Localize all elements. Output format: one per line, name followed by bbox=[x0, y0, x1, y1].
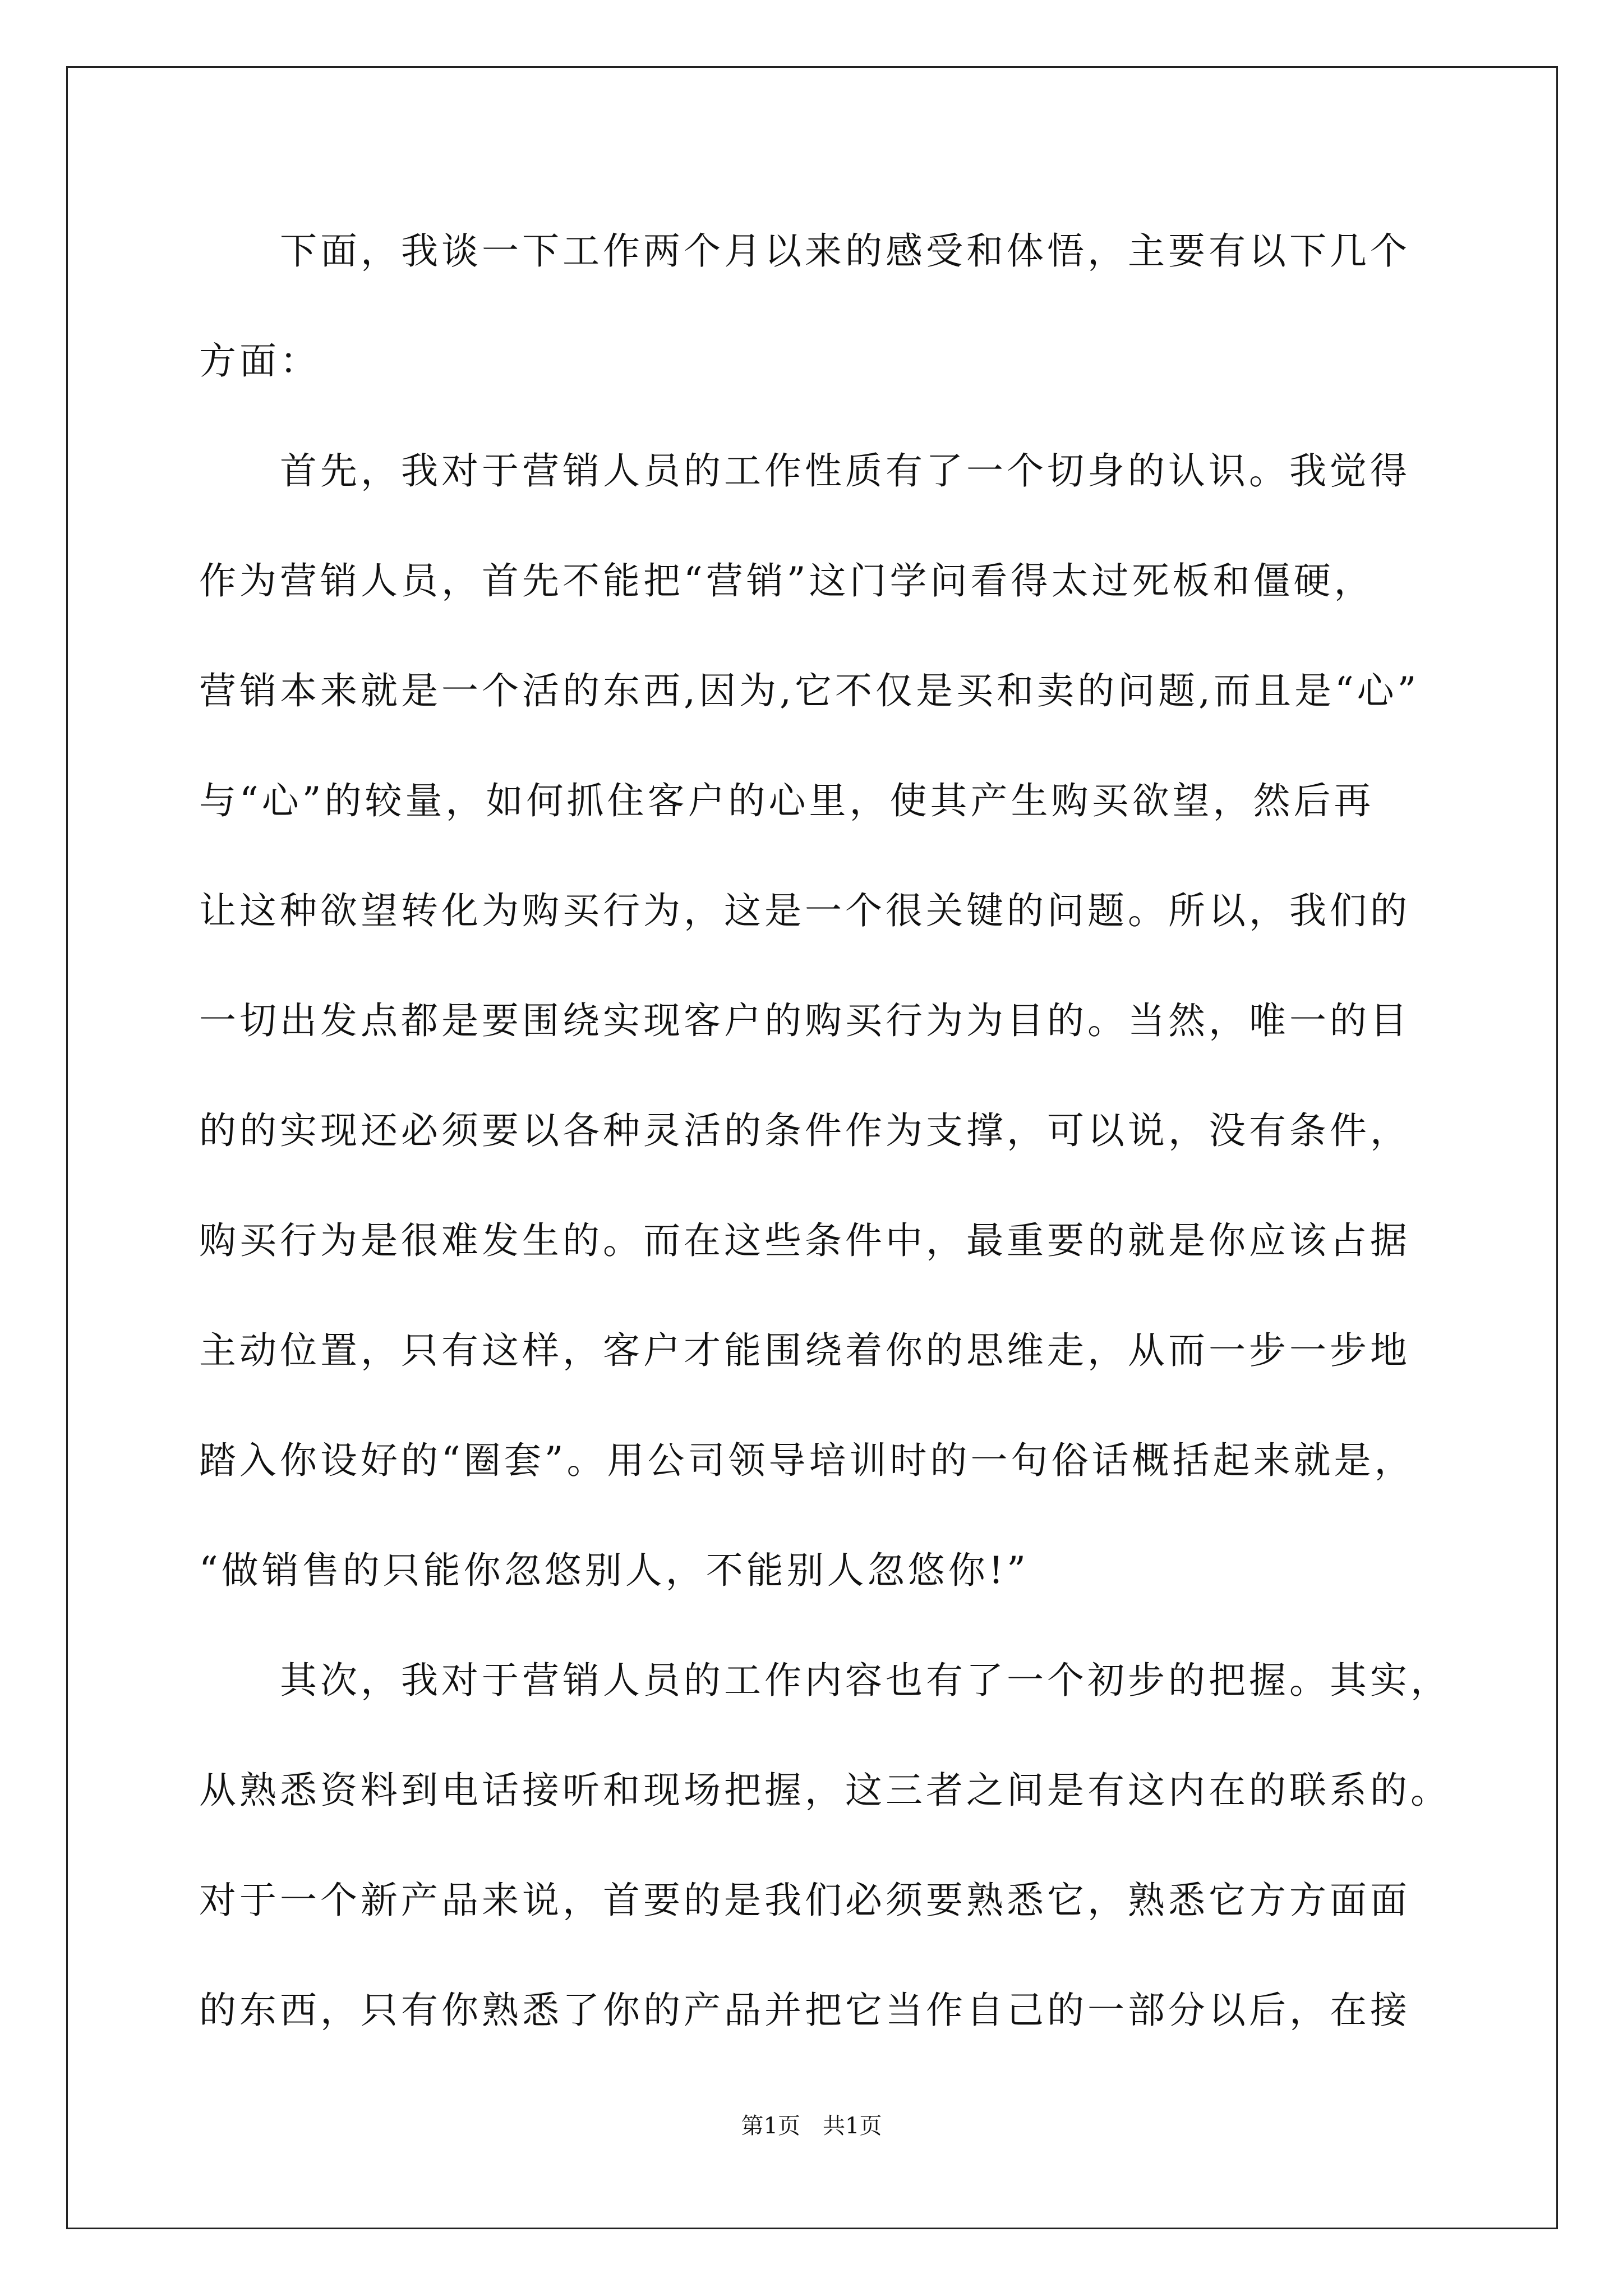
page-number: 第1页 bbox=[741, 2113, 800, 2139]
page-footer bbox=[0, 2109, 1623, 2143]
text-line: 让这种欲望转化为购买行为，这是一个很关键的问题。所以，我们的 bbox=[199, 889, 1410, 932]
text-line: 与“心”的较量，如何抓住客户的心里，使其产生购买欲望，然后再 bbox=[199, 779, 1375, 822]
text-line: 一切出发点都是要围绕实现客户的购买行为为目的。当然，唯一的目 bbox=[199, 999, 1410, 1042]
text-line: 的的实现还必须要以各种灵活的条件作为支撑，可以说，没有条件， bbox=[199, 1109, 1410, 1152]
text-line: 主动位置，只有这样，客户才能围绕着你的思维走，从而一步一步地 bbox=[199, 1329, 1410, 1372]
text-line: 作为营销人员，首先不能把“营销”这门学问看得太过死板和僵硬， bbox=[199, 559, 1375, 602]
text-line: 踏入你设好的“圈套”。用公司领导培训时的一句俗话概括起来就是， bbox=[199, 1439, 1415, 1482]
text-line: 购买行为是很难发生的。而在这些条件中，最重要的就是你应该占据 bbox=[199, 1219, 1410, 1262]
text-line: 从熟悉资料到电话接听和现场把握，这三者之间是有这内在的联系的。 bbox=[199, 1769, 1451, 1812]
text-line: 其次，我对于营销人员的工作内容也有了一个初步的把握。其实， bbox=[199, 1659, 1451, 1702]
text-line: 营销本来就是一个活的东西,因为,它不仅是买和卖的问题,而且是“心” bbox=[199, 669, 1420, 712]
text-line: “做销售的只能你忽悠别人，不能别人忽悠你!” bbox=[199, 1549, 1030, 1592]
document-body bbox=[199, 218, 1451, 2087]
text-line: 下面，我谈一下工作两个月以来的感受和体悟，主要有以下几个 bbox=[199, 229, 1410, 273]
text-line: 首先，我对于营销人员的工作性质有了一个切身的认识。我觉得 bbox=[199, 449, 1410, 493]
text-line: 的东西，只有你熟悉了你的产品并把它当作自己的一部分以后，在接 bbox=[199, 1989, 1410, 2032]
text-line: 方面： bbox=[199, 339, 320, 383]
page-total: 共1页 bbox=[823, 2113, 882, 2139]
text-line: 对于一个新产品来说，首要的是我们必须要熟悉它，熟悉它方方面面 bbox=[199, 1879, 1410, 1922]
